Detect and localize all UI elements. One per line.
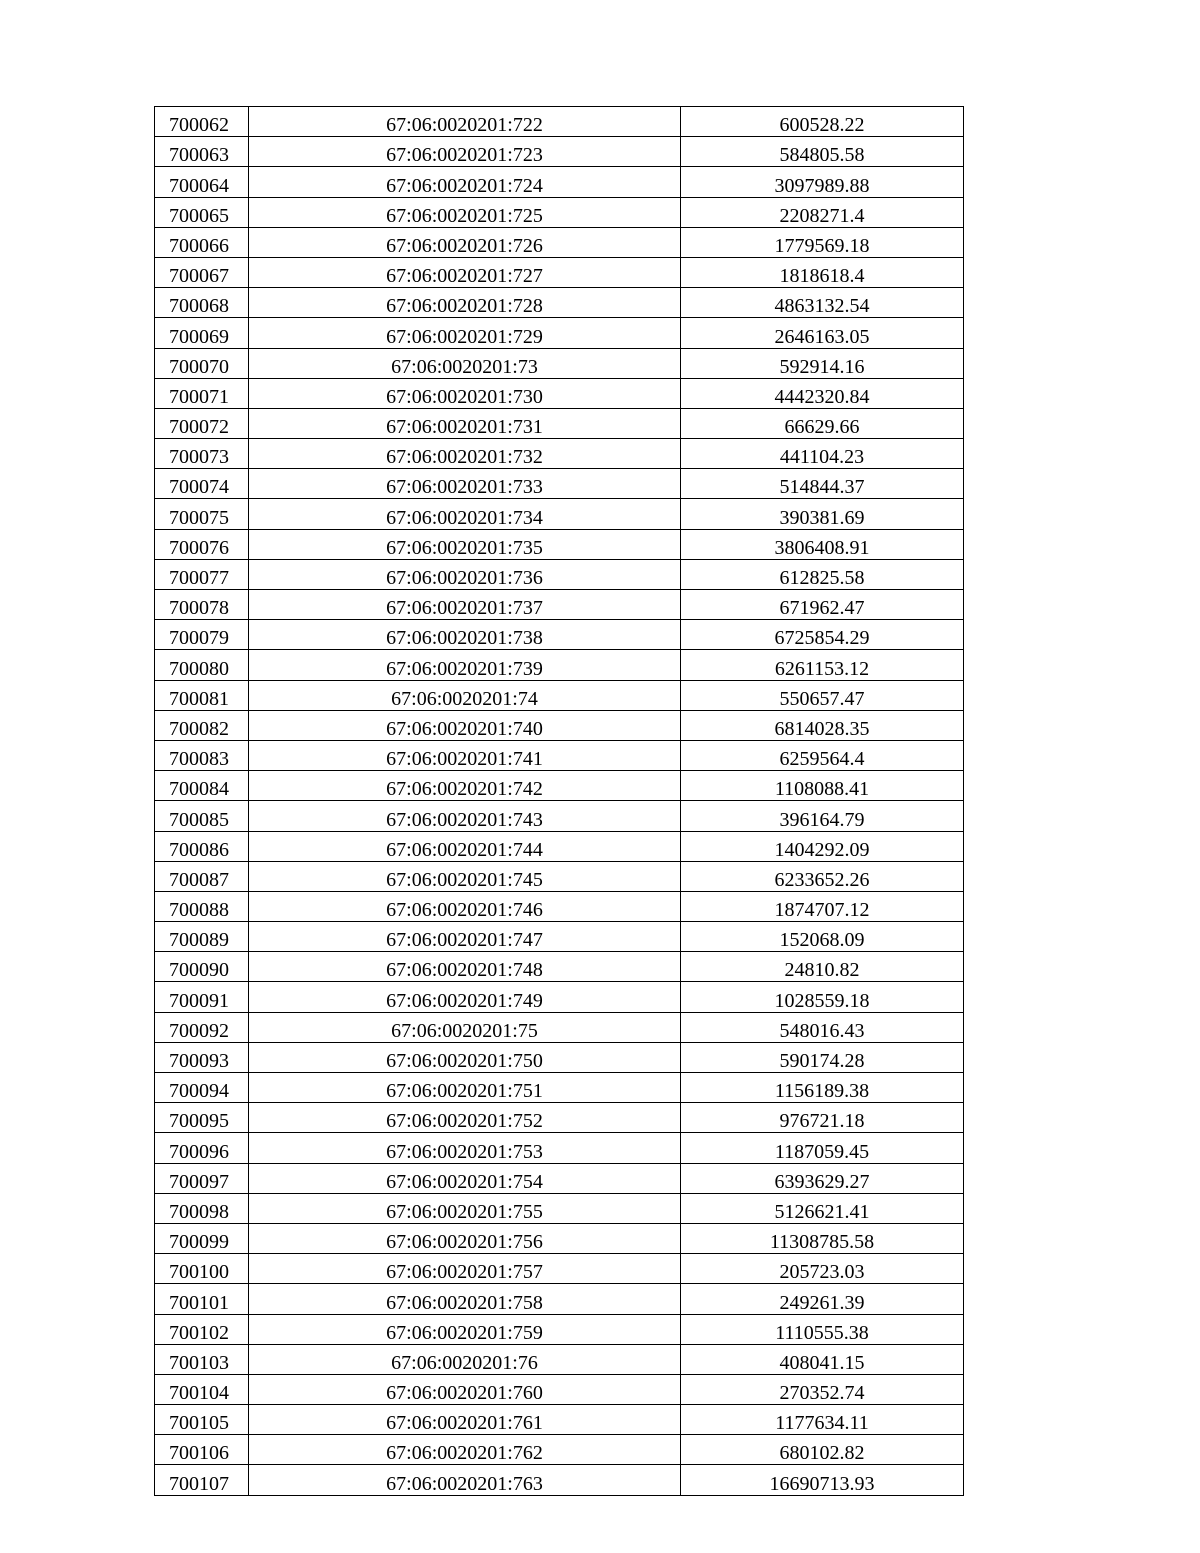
table-row — [155, 378, 964, 408]
table-body — [155, 107, 964, 1496]
value-cell: 270352.74 — [681, 1374, 964, 1404]
row-id-cell: 700078 — [155, 590, 249, 620]
value-cell: 6259564.4 — [681, 740, 964, 770]
row-id-cell: 700092 — [155, 1012, 249, 1042]
row-id-cell: 700104 — [155, 1374, 249, 1404]
row-id-cell: 700094 — [155, 1073, 249, 1103]
cadastral-number-cell: 67:06:0020201:727 — [249, 257, 681, 287]
value-cell: 16690713.93 — [681, 1465, 964, 1495]
row-id-cell: 700070 — [155, 348, 249, 378]
table-row — [155, 680, 964, 710]
row-id-cell: 700074 — [155, 469, 249, 499]
row-id-cell: 700096 — [155, 1133, 249, 1163]
table-row — [155, 1435, 964, 1465]
table-row — [155, 1344, 964, 1374]
cadastral-number-cell: 67:06:0020201:731 — [249, 408, 681, 438]
row-id-cell: 700066 — [155, 227, 249, 257]
value-cell: 11308785.58 — [681, 1223, 964, 1253]
row-id-cell: 700062 — [155, 107, 249, 137]
table-row — [155, 529, 964, 559]
table-row — [155, 1465, 964, 1495]
cadastral-number-cell: 67:06:0020201:730 — [249, 378, 681, 408]
value-cell: 408041.15 — [681, 1344, 964, 1374]
value-cell: 6233652.26 — [681, 861, 964, 891]
table-row — [155, 590, 964, 620]
value-cell: 1779569.18 — [681, 227, 964, 257]
table-row — [155, 982, 964, 1012]
row-id-cell: 700083 — [155, 740, 249, 770]
cadastral-number-cell: 67:06:0020201:733 — [249, 469, 681, 499]
cadastral-number-cell: 67:06:0020201:728 — [249, 288, 681, 318]
table-row — [155, 1314, 964, 1344]
cadastral-number-cell: 67:06:0020201:745 — [249, 861, 681, 891]
cadastral-number-cell: 67:06:0020201:73 — [249, 348, 681, 378]
row-id-cell: 700107 — [155, 1465, 249, 1495]
cadastral-number-cell: 67:06:0020201:738 — [249, 620, 681, 650]
cadastral-number-cell: 67:06:0020201:737 — [249, 590, 681, 620]
row-id-cell: 700072 — [155, 408, 249, 438]
cadastral-number-cell: 67:06:0020201:752 — [249, 1103, 681, 1133]
value-cell: 1874707.12 — [681, 891, 964, 921]
table-row — [155, 439, 964, 469]
row-id-cell: 700084 — [155, 771, 249, 801]
table-row — [155, 861, 964, 891]
value-cell: 4442320.84 — [681, 378, 964, 408]
value-cell: 584805.58 — [681, 137, 964, 167]
row-id-cell: 700095 — [155, 1103, 249, 1133]
table-row — [155, 107, 964, 137]
table-row — [155, 227, 964, 257]
table-row — [155, 1374, 964, 1404]
row-id-cell: 700101 — [155, 1284, 249, 1314]
table-row — [155, 952, 964, 982]
table-row — [155, 801, 964, 831]
row-id-cell: 700089 — [155, 922, 249, 952]
value-cell: 2646163.05 — [681, 318, 964, 348]
row-id-cell: 700064 — [155, 167, 249, 197]
row-id-cell: 700075 — [155, 499, 249, 529]
cadastral-number-cell: 67:06:0020201:757 — [249, 1254, 681, 1284]
table-row — [155, 1193, 964, 1223]
value-cell: 1156189.38 — [681, 1073, 964, 1103]
cadastral-number-cell: 67:06:0020201:724 — [249, 167, 681, 197]
cadastral-number-cell: 67:06:0020201:732 — [249, 439, 681, 469]
value-cell: 4863132.54 — [681, 288, 964, 318]
value-cell: 205723.03 — [681, 1254, 964, 1284]
table-row — [155, 710, 964, 740]
table-row — [155, 1405, 964, 1435]
row-id-cell: 700067 — [155, 257, 249, 287]
value-cell: 600528.22 — [681, 107, 964, 137]
cadastral-number-cell: 67:06:0020201:734 — [249, 499, 681, 529]
value-cell: 396164.79 — [681, 801, 964, 831]
cadastral-number-cell: 67:06:0020201:748 — [249, 952, 681, 982]
value-cell: 1028559.18 — [681, 982, 964, 1012]
cadastral-number-cell: 67:06:0020201:758 — [249, 1284, 681, 1314]
row-id-cell: 700102 — [155, 1314, 249, 1344]
table-row — [155, 620, 964, 650]
row-id-cell: 700099 — [155, 1223, 249, 1253]
table-row — [155, 1133, 964, 1163]
table-row — [155, 1073, 964, 1103]
value-cell: 550657.47 — [681, 680, 964, 710]
cadastral-number-cell: 67:06:0020201:76 — [249, 1344, 681, 1374]
cadastral-number-cell: 67:06:0020201:751 — [249, 1073, 681, 1103]
value-cell: 3097989.88 — [681, 167, 964, 197]
table-row — [155, 348, 964, 378]
table-row — [155, 1254, 964, 1284]
table-row — [155, 197, 964, 227]
value-cell: 6261153.12 — [681, 650, 964, 680]
table-row — [155, 318, 964, 348]
row-id-cell: 700086 — [155, 831, 249, 861]
row-id-cell: 700088 — [155, 891, 249, 921]
value-cell: 390381.69 — [681, 499, 964, 529]
row-id-cell: 700090 — [155, 952, 249, 982]
row-id-cell: 700081 — [155, 680, 249, 710]
row-id-cell: 700069 — [155, 318, 249, 348]
row-id-cell: 700100 — [155, 1254, 249, 1284]
row-id-cell: 700103 — [155, 1344, 249, 1374]
row-id-cell: 700071 — [155, 378, 249, 408]
table-row — [155, 922, 964, 952]
cadastral-number-cell: 67:06:0020201:74 — [249, 680, 681, 710]
value-cell: 671962.47 — [681, 590, 964, 620]
row-id-cell: 700091 — [155, 982, 249, 1012]
cadastral-number-cell: 67:06:0020201:746 — [249, 891, 681, 921]
row-id-cell: 700079 — [155, 620, 249, 650]
table-row — [155, 771, 964, 801]
row-id-cell: 700093 — [155, 1042, 249, 1072]
data-table — [154, 106, 964, 1496]
value-cell: 152068.09 — [681, 922, 964, 952]
table-row — [155, 408, 964, 438]
value-cell: 1818618.4 — [681, 257, 964, 287]
table-row — [155, 831, 964, 861]
row-id-cell: 700105 — [155, 1405, 249, 1435]
value-cell: 3806408.91 — [681, 529, 964, 559]
cadastral-number-cell: 67:06:0020201:725 — [249, 197, 681, 227]
value-cell: 548016.43 — [681, 1012, 964, 1042]
table-row — [155, 559, 964, 589]
cadastral-number-cell: 67:06:0020201:722 — [249, 107, 681, 137]
value-cell: 680102.82 — [681, 1435, 964, 1465]
row-id-cell: 700076 — [155, 529, 249, 559]
table-row — [155, 891, 964, 921]
cadastral-number-cell: 67:06:0020201:75 — [249, 1012, 681, 1042]
cadastral-number-cell: 67:06:0020201:726 — [249, 227, 681, 257]
cadastral-number-cell: 67:06:0020201:736 — [249, 559, 681, 589]
row-id-cell: 700080 — [155, 650, 249, 680]
value-cell: 1404292.09 — [681, 831, 964, 861]
table-row — [155, 499, 964, 529]
value-cell: 24810.82 — [681, 952, 964, 982]
row-id-cell: 700073 — [155, 439, 249, 469]
cadastral-number-cell: 67:06:0020201:741 — [249, 740, 681, 770]
cadastral-number-cell: 67:06:0020201:749 — [249, 982, 681, 1012]
table-row — [155, 1284, 964, 1314]
value-cell: 612825.58 — [681, 559, 964, 589]
value-cell: 2208271.4 — [681, 197, 964, 227]
value-cell: 6393629.27 — [681, 1163, 964, 1193]
cadastral-number-cell: 67:06:0020201:761 — [249, 1405, 681, 1435]
cadastral-number-cell: 67:06:0020201:744 — [249, 831, 681, 861]
cadastral-number-cell: 67:06:0020201:747 — [249, 922, 681, 952]
value-cell: 6725854.29 — [681, 620, 964, 650]
cadastral-number-cell: 67:06:0020201:743 — [249, 801, 681, 831]
table-row — [155, 650, 964, 680]
cadastral-number-cell: 67:06:0020201:750 — [249, 1042, 681, 1072]
table-row — [155, 469, 964, 499]
row-id-cell: 700065 — [155, 197, 249, 227]
value-cell: 590174.28 — [681, 1042, 964, 1072]
value-cell: 249261.39 — [681, 1284, 964, 1314]
value-cell: 441104.23 — [681, 439, 964, 469]
value-cell: 1110555.38 — [681, 1314, 964, 1344]
cadastral-number-cell: 67:06:0020201:755 — [249, 1193, 681, 1223]
row-id-cell: 700087 — [155, 861, 249, 891]
cadastral-number-cell: 67:06:0020201:762 — [249, 1435, 681, 1465]
table-row — [155, 1042, 964, 1072]
table-row — [155, 740, 964, 770]
row-id-cell: 700106 — [155, 1435, 249, 1465]
table-row — [155, 137, 964, 167]
value-cell: 6814028.35 — [681, 710, 964, 740]
cadastral-number-cell: 67:06:0020201:739 — [249, 650, 681, 680]
value-cell: 5126621.41 — [681, 1193, 964, 1223]
table-row — [155, 1163, 964, 1193]
table-row — [155, 288, 964, 318]
cadastral-number-cell: 67:06:0020201:759 — [249, 1314, 681, 1344]
table-row — [155, 257, 964, 287]
cadastral-number-cell: 67:06:0020201:760 — [249, 1374, 681, 1404]
cadastral-number-cell: 67:06:0020201:723 — [249, 137, 681, 167]
cadastral-number-cell: 67:06:0020201:756 — [249, 1223, 681, 1253]
row-id-cell: 700085 — [155, 801, 249, 831]
table-row — [155, 167, 964, 197]
cadastral-number-cell: 67:06:0020201:729 — [249, 318, 681, 348]
value-cell: 66629.66 — [681, 408, 964, 438]
table-row — [155, 1103, 964, 1133]
row-id-cell: 700077 — [155, 559, 249, 589]
row-id-cell: 700068 — [155, 288, 249, 318]
value-cell: 514844.37 — [681, 469, 964, 499]
table-row — [155, 1223, 964, 1253]
value-cell: 592914.16 — [681, 348, 964, 378]
value-cell: 1177634.11 — [681, 1405, 964, 1435]
cadastral-number-cell: 67:06:0020201:763 — [249, 1465, 681, 1495]
cadastral-number-cell: 67:06:0020201:742 — [249, 771, 681, 801]
table-row — [155, 1012, 964, 1042]
value-cell: 1187059.45 — [681, 1133, 964, 1163]
cadastral-number-cell: 67:06:0020201:754 — [249, 1163, 681, 1193]
value-cell: 1108088.41 — [681, 771, 964, 801]
cadastral-number-cell: 67:06:0020201:735 — [249, 529, 681, 559]
row-id-cell: 700097 — [155, 1163, 249, 1193]
row-id-cell: 700098 — [155, 1193, 249, 1223]
row-id-cell: 700082 — [155, 710, 249, 740]
value-cell: 976721.18 — [681, 1103, 964, 1133]
cadastral-number-cell: 67:06:0020201:753 — [249, 1133, 681, 1163]
cadastral-number-cell: 67:06:0020201:740 — [249, 710, 681, 740]
row-id-cell: 700063 — [155, 137, 249, 167]
